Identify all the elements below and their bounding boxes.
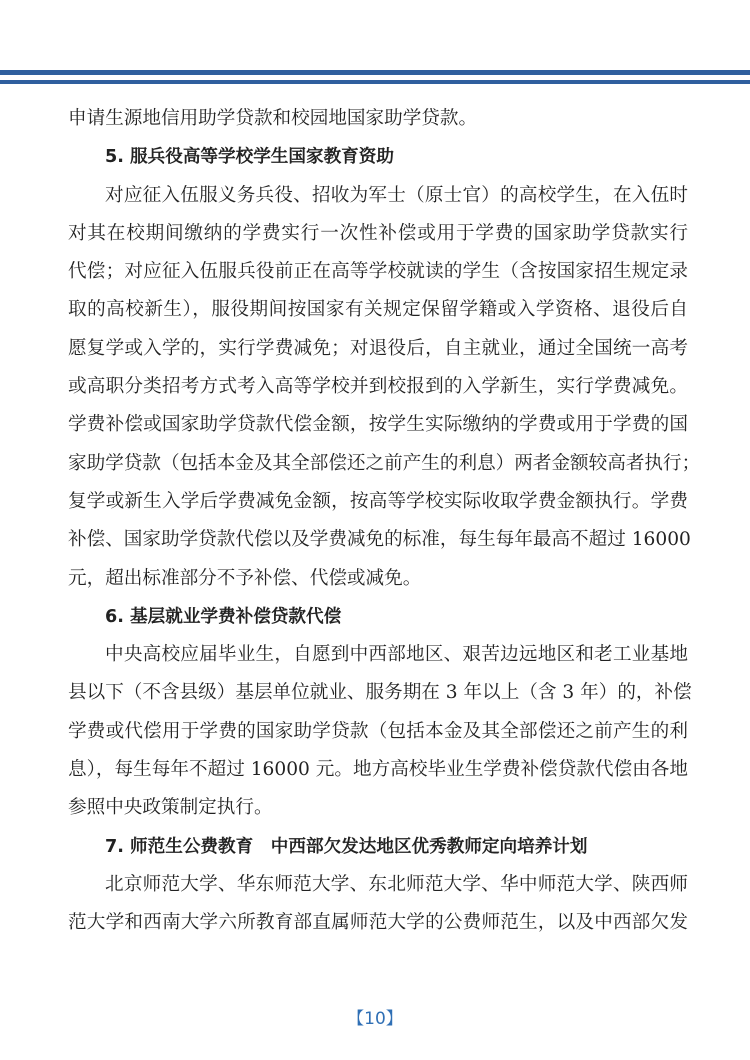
paragraph-line: 取的高校新生），服役期间按国家有关规定保留学籍或入学资格、退役后自 bbox=[68, 299, 688, 321]
paragraph-line: 元，超出标准部分不予补偿、代偿或减免。 bbox=[68, 567, 422, 589]
paragraph-line: 家助学贷款（包括本金及其全部偿还之前产生的利息）两者金额较高者执行； bbox=[68, 452, 701, 474]
paragraph-line: 对应征入伍服义务兵役、招收为军士（原士官）的高校学生，在入伍时 bbox=[105, 184, 688, 206]
paragraph-line: 北京师范大学、华东师范大学、东北师范大学、华中师范大学、陕西师 bbox=[105, 873, 688, 895]
section-heading: 5. 服兵役高等学校学生国家教育资助 bbox=[105, 147, 394, 168]
paragraph-line: 学费或代偿用于学费的国家助学贷款（包括本金及其全部偿还之前产生的利 bbox=[68, 720, 688, 742]
paragraph-line: 补偿、国家助学贷款代偿以及学费减免的标准，每生每年最高不超过 16000 bbox=[68, 529, 691, 551]
paragraph-line: 学费补偿或国家助学贷款代偿金额，按学生实际缴纳的学费或用于学费的国 bbox=[68, 414, 688, 436]
paragraph-line: 县以下（不含县级）基层单位就业、服务期在 3 年以上（含 3 年）的，补偿 bbox=[68, 682, 692, 704]
paragraph-line: 中央高校应届毕业生，自愿到中西部地区、艰苦边远地区和老工业基地 bbox=[105, 644, 688, 666]
header-rule-thin bbox=[0, 80, 750, 84]
document-body bbox=[68, 100, 701, 943]
paragraph-line: 代偿；对应征入伍服兵役前正在高等学校就读的学生（含按国家招生规定录 bbox=[68, 261, 688, 283]
paragraph-line: 范大学和西南大学六所教育部直属师范大学的公费师范生，以及中西部欠发 bbox=[68, 912, 688, 934]
section-heading: 6. 基层就业学费补偿贷款代偿 bbox=[105, 606, 342, 627]
paragraph-line: 申请生源地信用助学贷款和校园地国家助学贷款。 bbox=[68, 108, 478, 129]
paragraph-line: 或高职分类招考方式考入高等学校并到校报到的入学新生，实行学费减免。 bbox=[68, 376, 688, 398]
page-number: 【10】 bbox=[347, 1009, 403, 1029]
paragraph-line: 对其在校期间缴纳的学费实行一次性补偿或用于学费的国家助学贷款实行 bbox=[68, 222, 688, 244]
paragraph-line: 参照中央政策制定执行。 bbox=[68, 797, 273, 819]
paragraph-line: 息），每生每年不超过 16000 元。地方高校毕业生学费补偿贷款代偿由各地 bbox=[68, 759, 688, 781]
header-rule-thick bbox=[0, 70, 750, 75]
section-heading: 7. 师范生公费教育 中西部欠发达地区优秀教师定向培养计划 bbox=[105, 836, 588, 857]
paragraph-line: 愿复学或入学的，实行学费减免；对退役后，自主就业，通过全国统一高考 bbox=[68, 337, 688, 359]
paragraph-line: 复学或新生入学后学费减免金额，按高等学校实际收取学费金额执行。学费 bbox=[68, 490, 688, 512]
